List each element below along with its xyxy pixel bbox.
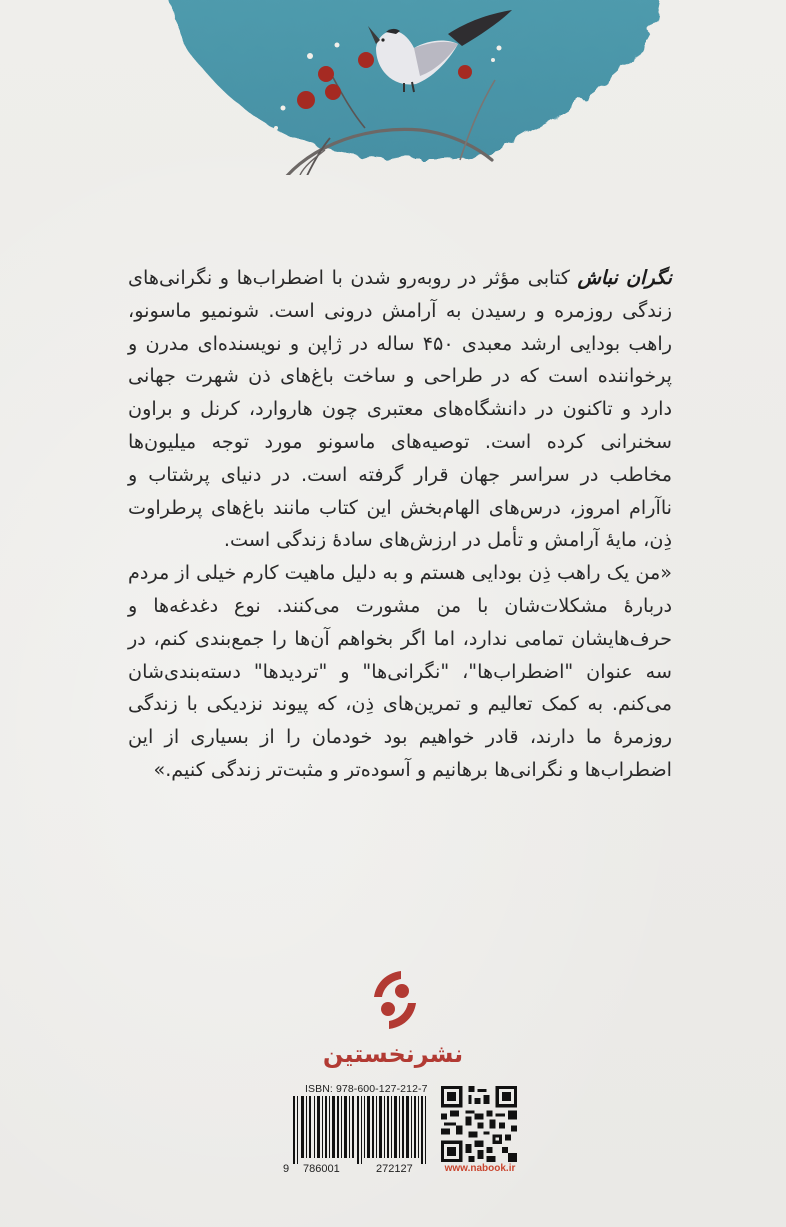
back-cover-blurb [128,262,672,787]
publisher-logo-icon [358,963,432,1037]
barcode-digit-lead: 9 [283,1163,290,1175]
barcode-icon [287,1096,435,1164]
barcode-digits-left: 786001 [303,1163,340,1175]
publisher-name: نشرنخستین [322,1040,464,1068]
blurb-paragraph-2: «من یک راهب ذِن بودایی هستم و به دلیل ماهیت کارم خیلی از مردم دربارهٔ مشکلات‌شان با من مشورت می‌کنند. نوع دغدغه‌ها و حرف‌هایشان تمامی ندارد، اما اگر بخواهم آن‌ها را جمع‌بندی کنم، در سه عنوان "اضطراب‌ها"، "نگرانی‌ها" و "تردیدها" دسته‌بندی‌شان می‌کنم. به کمک تعالیم و تمرین‌های ذِن، که پیوند نزدیکی با زندگی روزمرهٔ ما دارند، قادر خواهیم بود خودمان را از بسیاری از این اضطراب‌ها و نگرانی‌ها برهانیم و آسوده‌تر و مثبت‌تر زندگی کنیم.» [128,561,672,781]
cover-illustration [0,0,786,175]
publisher-website-link[interactable]: www.nabook.ir [444,1163,516,1174]
book-title: نگران نباش [577,266,672,289]
bird-on-branch-icon [0,0,786,175]
isbn-label: ISBN: 978-600-127-212-7 [305,1083,428,1095]
blurb-body-1: کتابی مؤثر در روبه‌رو شدن با اضطراب‌ها و نگرانی‌های زندگی روزمره و رسیدن به آرامش درونی است. شونمیو ماسونو، راهب بودایی ارشد معبدی ۴۵۰ ساله در ژاپن و نویسنده‌ای مدرن و پرخواننده است که در طراحی و ساخت باغ‌های ذن شهرت جهانی دارد و تاکنون در دانشگاه‌های معتبری چون هاروارد، کرنل و براون سخنرانی کرده است. توصیه‌های ماسونو مورد توجه میلیون‌ها مخاطب در سراسر جهان قرار گرفته است. در دنیای پرشتاب و ناآرام امروز، درس‌های الهام‌بخش این کتاب مانند باغ‌های پرطراوت ذِن، مایهٔ آرامش و تأمل در ارزش‌های سادهٔ زندگی است. [128,266,672,552]
blurb-paragraph-1 [128,262,672,557]
qr-code-icon[interactable] [441,1086,517,1162]
barcode-digits-right: 272127 [376,1163,413,1175]
